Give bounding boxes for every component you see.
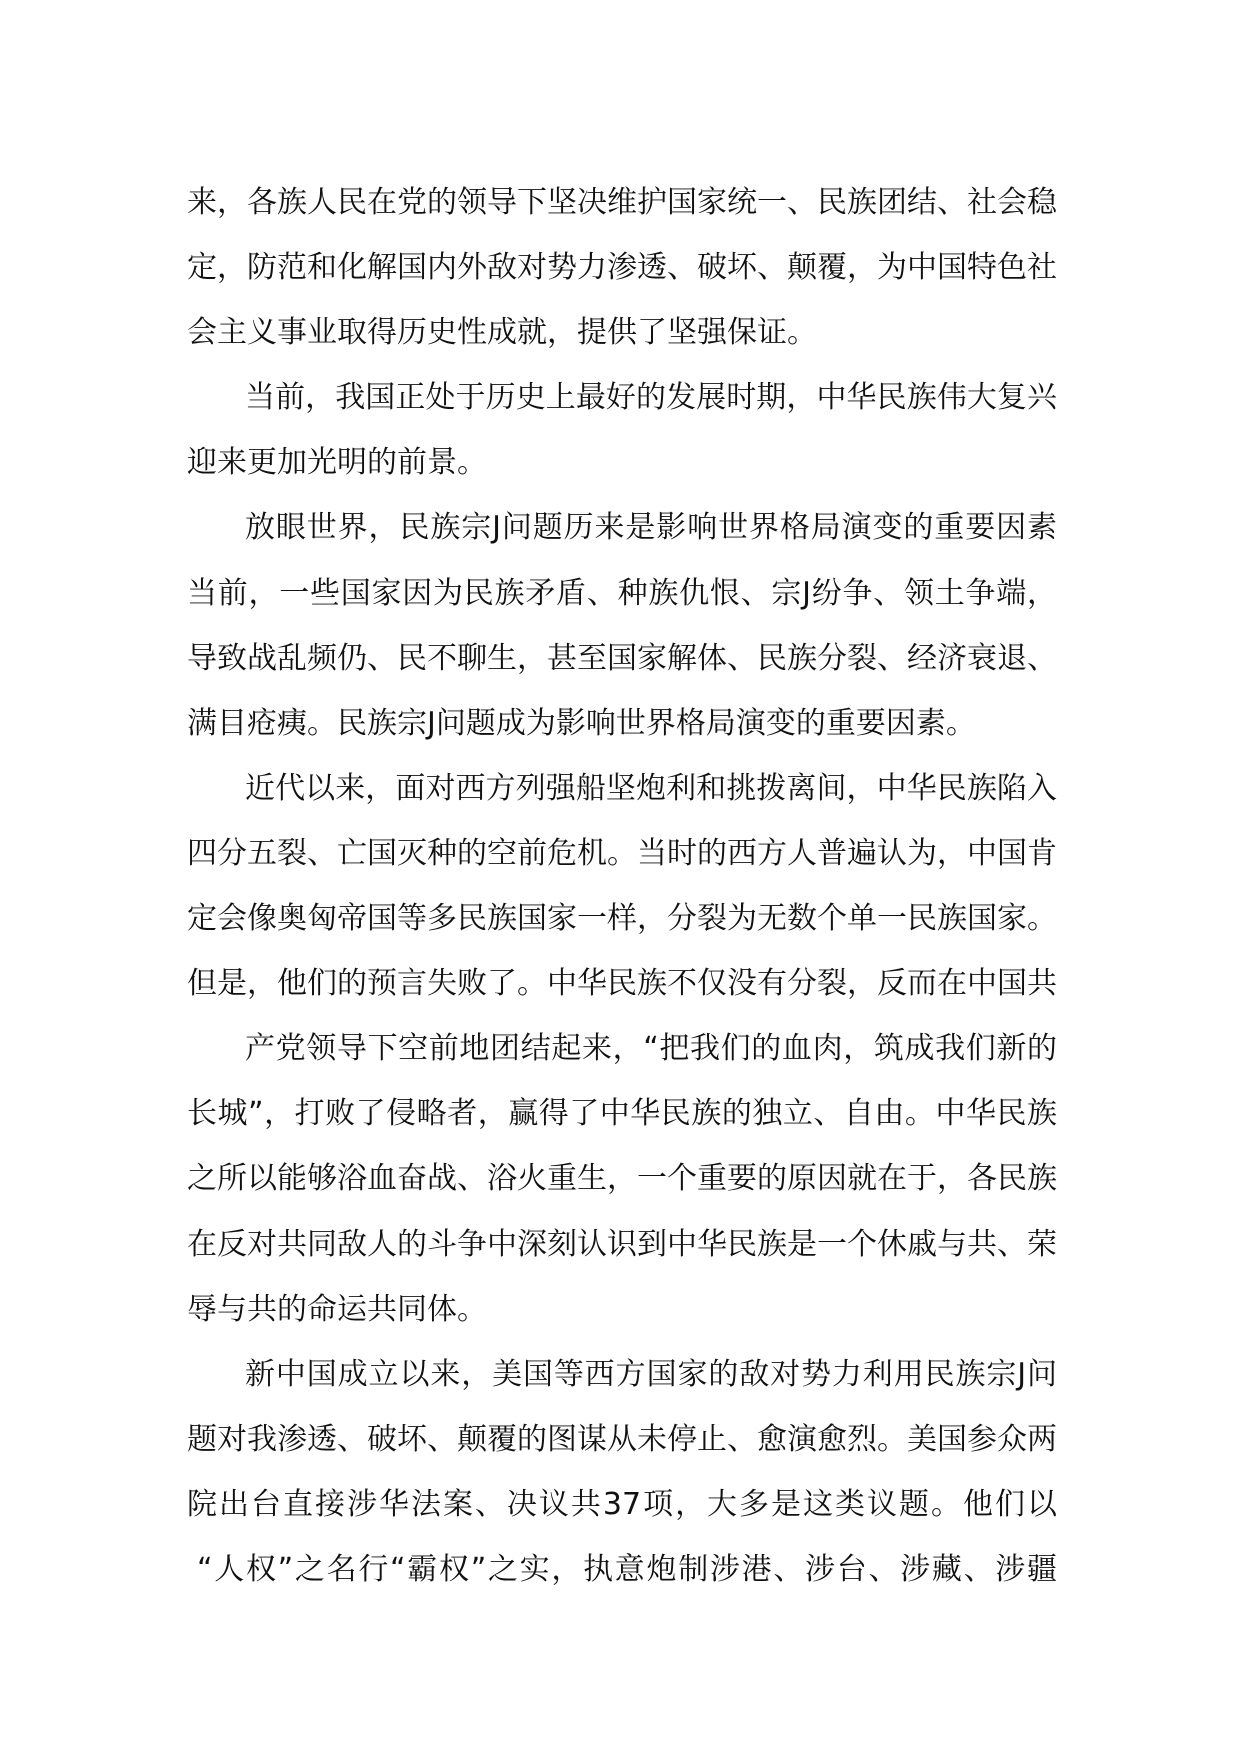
body-text — [187, 170, 1057, 1602]
text-line: “人权”之名行“霸权”之实，执意炮制涉港、涉台、涉藏、涉疆 — [197, 1551, 1057, 1587]
paragraph-first-line: 产党领导下空前地团结起来，“把我们的血肉，筑成我们新的 — [245, 1031, 1057, 1067]
text-line: 满目疮痍。民族宗J问题成为影响世界格局演变的重要因素。 — [187, 705, 976, 741]
text-line: 导致战乱频仍、民不聊生，甚至国家解体、民族分裂、经济衰退、 — [187, 640, 1057, 676]
paragraph-first-line: 放眼世界，民族宗J问题历来是影响世界格局演变的重要因素 — [245, 510, 1057, 546]
text-line: 来，各族人民在党的领导下坚决维护国家统一、民族团结、社会稳 — [187, 185, 1057, 220]
text-line: 在反对共同敌人的斗争中深刻认识到中华民族是一个休戚与共、荣 — [187, 1226, 1057, 1262]
text-line: 会主义事业取得历史性成就，提供了坚强保证。 — [187, 315, 817, 351]
text-line: 之所以能够浴血奋战、浴火重生，一个重要的原因就在于，各民族 — [187, 1161, 1057, 1197]
text-line: 辱与共的命运共同体。 — [187, 1291, 487, 1327]
paragraph-first-line: 当前，我国正处于历史上最好的发展时期，中华民族伟大复兴 — [245, 380, 1057, 416]
text-line: 题对我渗透、破坏、颠覆的图谋从未停止、愈演愈烈。美国参众两 — [187, 1421, 1057, 1457]
text-line: 定，防范和化解国内外敌对势力渗透、破坏、颠覆，为中国特色社 — [187, 250, 1057, 286]
text-line: 长城”，打败了侵略者，赢得了中华民族的独立、自由。中华民族 — [187, 1096, 1057, 1132]
paragraph-first-line: 近代以来，面对西方列强船坚炮利和挑拨离间，中华民族陷入 — [245, 770, 1057, 806]
text-line: 院出台直接涉华法案、决议共37项，大多是这类议题。他们以 — [187, 1486, 1057, 1522]
paragraph-first-line: 新中国成立以来，美国等西方国家的敌对势力利用民族宗J问 — [245, 1356, 1057, 1392]
text-line: 四分五裂、亡国灭种的空前危机。当时的西方人普遍认为，中国肯 — [187, 835, 1057, 871]
text-line: 定会像奥匈帝国等多民族国家一样，分裂为无数个单一民族国家。 — [187, 901, 1057, 937]
text-line: 当前，一些国家因为民族矛盾、种族仇恨、宗J纷争、领土争端， — [187, 575, 1057, 611]
text-line: 迎来更加光明的前景。 — [187, 445, 487, 481]
text-line: 但是，他们的预言失败了。中华民族不仅没有分裂，反而在中国共 — [187, 966, 1057, 1002]
